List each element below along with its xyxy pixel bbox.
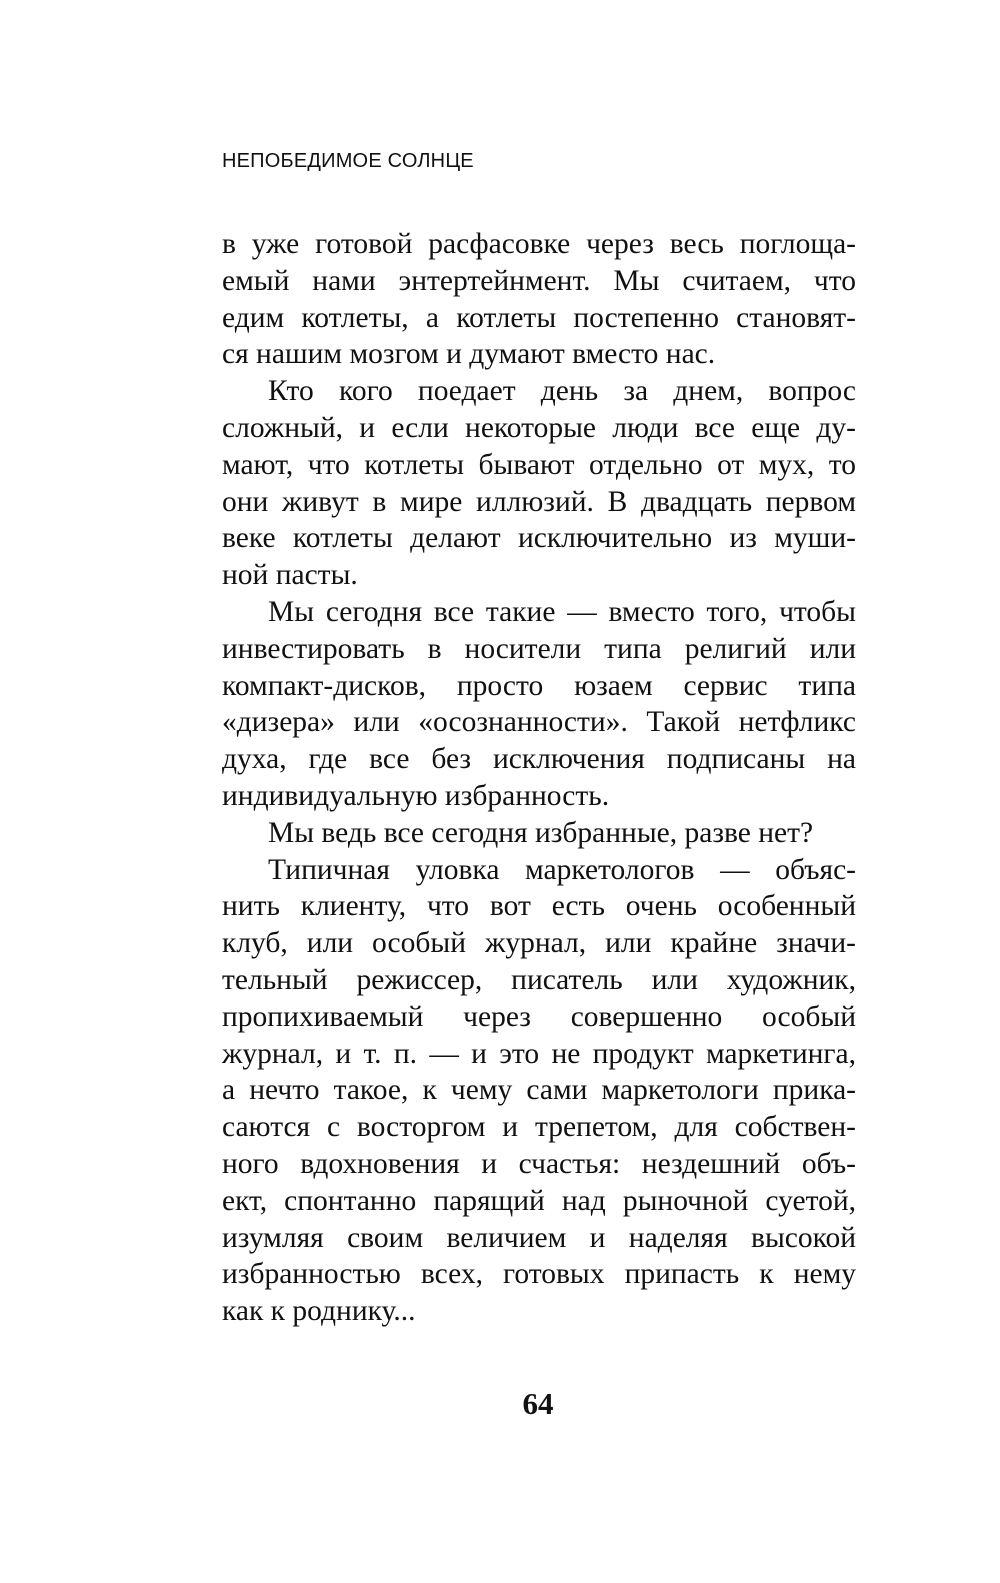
body-text bbox=[222, 226, 856, 1330]
text-line: избранностью всех, готовых припасть к нему bbox=[222, 1258, 856, 1291]
running-head: НЕПОБЕДИМОЕ СОЛНЦЕ bbox=[222, 150, 474, 172]
text-line: ной пасты. bbox=[222, 559, 358, 592]
text-line: нить клиенту, что вот есть очень особенный bbox=[222, 890, 856, 923]
text-line: мают, что котлеты бывают отдельно от мух, то bbox=[222, 448, 856, 481]
text-line: духа, где все без исключения подписаны на bbox=[222, 743, 856, 776]
text-line: ект, спонтанно парящий над рыночной суетой, bbox=[222, 1184, 856, 1217]
text-line: ного вдохновения и счастья: нездешний объ- bbox=[222, 1147, 856, 1180]
text-line: веке котлеты делают исключительно из муши- bbox=[222, 522, 856, 555]
text-line: в уже готовой расфасовке через весь поглоща- bbox=[222, 228, 856, 260]
text-line: саются с восторгом и трепетом, для собствен- bbox=[222, 1111, 856, 1144]
text-line: Мы ведь все сегодня избранные, разве нет? bbox=[268, 816, 814, 849]
text-line: пропихиваемый через совершенно особый bbox=[222, 1000, 856, 1033]
text-line: «дизера» или «осознанности». Такой нетфликс bbox=[222, 706, 856, 739]
text-line: изумляя своим величием и наделяя высокой bbox=[222, 1221, 856, 1254]
text-line: емый нами энтертейнмент. Мы считаем, что bbox=[222, 264, 856, 297]
text-line: сложный, и если некоторые люди все еще ду- bbox=[222, 411, 856, 444]
text-line: они живут в мире иллюзий. В двадцать первом bbox=[222, 485, 856, 518]
text-line: журнал, и т. п. — и это не продукт маркетинга, bbox=[222, 1037, 856, 1070]
text-line: как к роднику... bbox=[222, 1295, 416, 1328]
text-line: Типичная уловка маркетологов — объяс- bbox=[268, 853, 856, 886]
text-line: Мы сегодня все такие — вместо того, чтобы bbox=[268, 595, 856, 628]
text-line: Кто кого поедает день за днем, вопрос bbox=[268, 375, 856, 408]
text-line: клуб, или особый журнал, или крайне значи- bbox=[222, 927, 856, 960]
page-number: 64 bbox=[522, 1386, 554, 1421]
text-line: компакт-дисков, просто юзаем сервис типа bbox=[222, 669, 856, 702]
text-line: едим котлеты, а котлеты постепенно становят- bbox=[222, 301, 856, 334]
text-line: а нечто такое, к чему сами маркетологи прика- bbox=[222, 1074, 856, 1107]
text-line: инвестировать в носители типа религий или bbox=[222, 632, 856, 665]
text-line: индивидуальную избранность. bbox=[222, 779, 610, 812]
text-line: тельный режиссер, писатель или художник, bbox=[222, 963, 856, 996]
text-line: ся нашим мозгом и думают вместо нас. bbox=[222, 338, 716, 371]
